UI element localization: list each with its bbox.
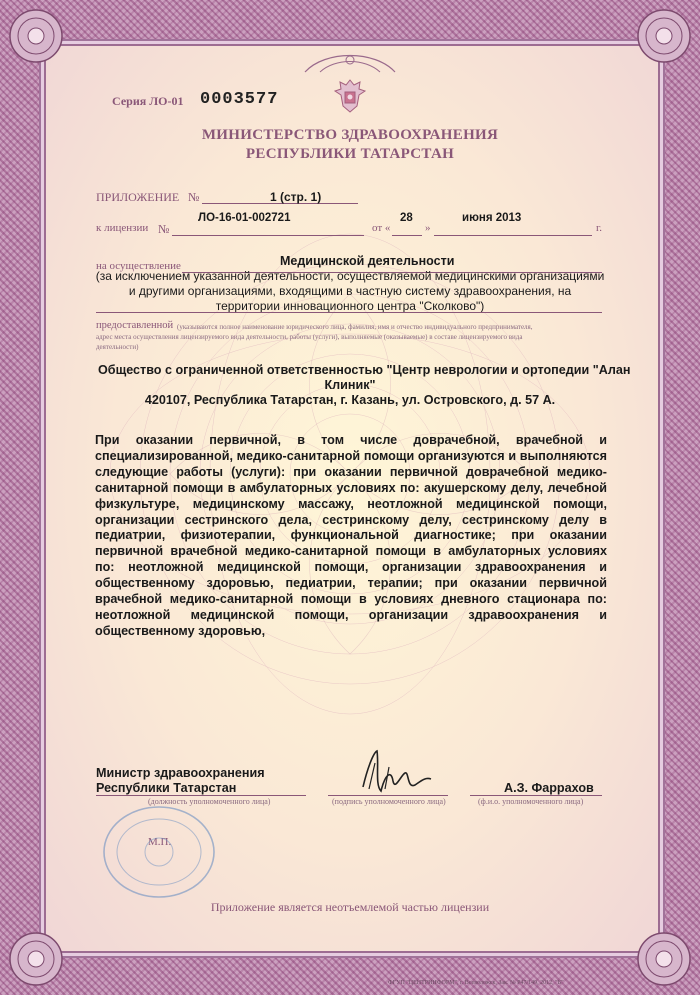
license-quote-close: » (425, 222, 431, 234)
printer-info: ФГУП "ЦЕНТРИНФОРМ", г. Всеволожск, Зак. № Р47/149, 2012, "Б" (388, 980, 564, 986)
organization-name-line2: Клиник" (324, 378, 376, 392)
coat-of-arms-icon (330, 76, 370, 118)
activity-line-2: и другими организациями, входящими в частную систему здравоохранения, на (128, 284, 572, 298)
granted-note-line2: адрес места осуществления лицензируемого вида деятельности, работы (услуги), выполняемые (оказываемые) в составе лицензируемого вида (96, 333, 523, 341)
license-number: ЛО-16-01-002721 (198, 212, 291, 224)
activity-line-3: территории инновационного центра "Сколково") (215, 299, 485, 313)
corner-rosette-icon (634, 929, 694, 989)
organization-name-line1: Общество с ограниченной ответственностью "Центр неврологии и ортопедии "Алан (98, 363, 631, 377)
license-label: к лицензии (96, 222, 149, 234)
corner-rosette-icon (6, 6, 66, 66)
license-day-underline (392, 235, 422, 236)
activity-label: на осуществление (96, 260, 181, 272)
top-ornament-icon (300, 48, 400, 76)
activity-underline-2 (96, 312, 602, 313)
granted-label: предоставленной (96, 320, 174, 331)
activity-title: Медицинской деятельности (280, 254, 455, 268)
organization-address: 420107, Республика Татарстан, г. Казань, ул. Островского, д. 57 А. (144, 393, 556, 407)
corner-rosette-icon (634, 6, 694, 66)
footer-note: Приложение является неотъемлемой частью лицензии (210, 900, 490, 914)
signature-underline (328, 795, 448, 796)
signature-note: (подпись уполномоченного лица) (332, 797, 446, 806)
appendix-value: 1 (стр. 1) (270, 190, 322, 204)
official-stamp-seal (100, 800, 218, 900)
corner-rosette-icon (6, 929, 66, 989)
license-month-year: июня 2013 (462, 212, 522, 224)
ministry-name-line2: РЕСПУБЛИКИ ТАТАРСТАН (245, 146, 455, 162)
license-number-underline (172, 235, 364, 236)
granted-note-line1: (указываются полное наименование юридического лица, фамилия, имя и отчество индивидуального предпринимателя, (177, 323, 533, 331)
granted-note-line3: деятельности) (96, 343, 139, 351)
services-text: При оказании первичной, в том числе доврачебной, врачебной и специализированной, медико-санитарной помощи организуются и выполняются следующие работы (услуги): при оказании первичной доврачебной медико-санитарной помощи в амбулаторных условиях по: акушерскому делу, лечебной физкультуре, медицинскому массажу, неотложной медицинской помощи, организации сестринского дела, сестринскому делу, сестринскому делу в педиатрии, физиотерапии, функциональной диагностике; при оказании первичной врачебной медико-санитарной помощи в амбулаторных условиях по: неотложной медицинской помощи, организации здравоохранения и общественному здоровью, педиатрии, терапии; при оказании первичной врачебной медико-санитарной помощи в условиях дневного стационара по: неотложной медицинской помощи, организации здравоохранения и общественному здоровью, (95, 433, 607, 638)
name-underline (470, 795, 602, 796)
stamp-place-label: М.П. (148, 836, 172, 848)
signer-position-line1: Министр здравоохранения (96, 766, 265, 780)
signer-name: А.З. Фаррахов (504, 781, 594, 795)
signer-position-line2: Республики Татарстан (96, 781, 237, 795)
ministry-name-line1: МИНИСТЕРСТВО ЗДРАВООХРАНЕНИЯ (201, 127, 499, 143)
position-note: (должность уполномоченного лица) (148, 797, 271, 806)
appendix-label: ПРИЛОЖЕНИЕ (96, 190, 180, 204)
series-number: 0003577 (200, 90, 279, 109)
license-year-suffix: г. (596, 222, 603, 234)
license-date-from-label: от « (372, 222, 391, 234)
appendix-number-sign: № (188, 190, 200, 204)
name-note: (ф.и.о. уполномоченного лица) (478, 797, 584, 806)
series-label: Серия ЛО-01 (112, 94, 184, 108)
license-number-sign: № (158, 222, 170, 236)
license-day: 28 (400, 212, 413, 224)
activity-line-1: (за исключением указанной деятельности, осуществляемой медицинскими организациями (95, 269, 605, 283)
position-underline (96, 795, 306, 796)
license-month-underline (434, 235, 592, 236)
